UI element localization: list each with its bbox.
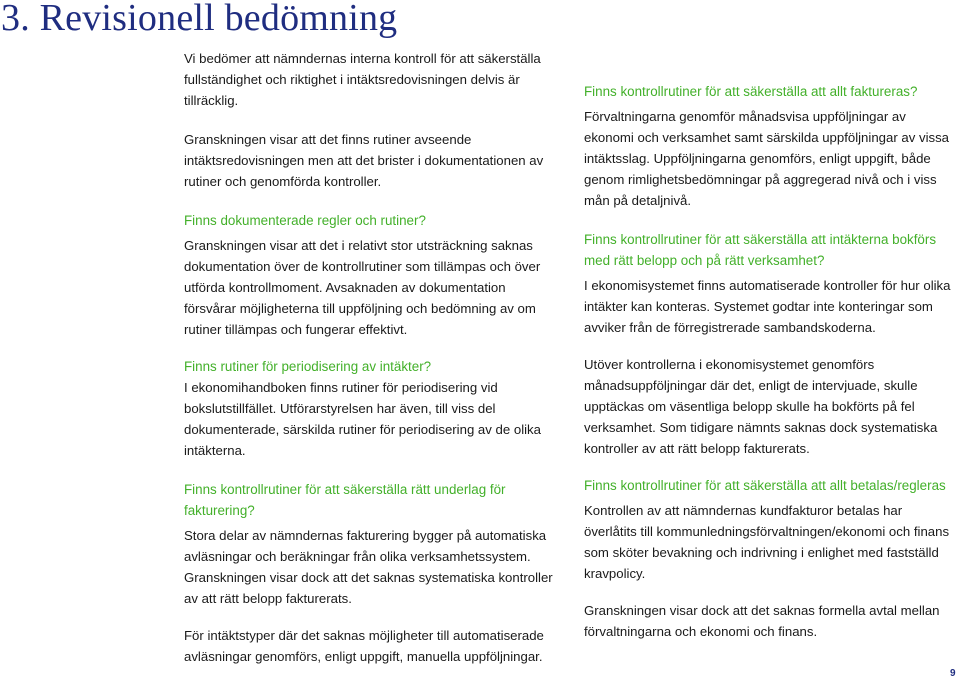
paragraph-formal-agreements: Granskningen visar dock att det saknas formella avtal mellan förvaltningarna och ekonomi och finans. [584, 603, 940, 639]
paragraph-invoicing-basis: Stora delar av nämndernas fakturering bygger på automatiska avläsningar och beräkningar från olika verksamhetssystem. Granskningen visar dock att det saknas systematiska kontroller av att rätt belopp fakturerats. [184, 528, 553, 606]
paragraph-documented-rules: Granskningen visar att det i relativt stor utsträckning saknas dokumentation över de kontrollrutiner som tillämpas och över utförda kontrollmoment. Avsaknaden av dokumentation försvårar möjligheterna till uppföljning och bedömning av om rutiner tillämpas och fungerar effektivt. [184, 238, 541, 337]
page-number: 9 [950, 668, 956, 679]
intro-paragraph: Vi bedömer att nämndernas interna kontroll för att säkerställa fullständighet och riktighet i intäktsredovisningen delvis är tillräcklig. [184, 51, 541, 108]
heading-all-invoiced: Finns kontrollrutiner för att säkerställa att allt faktureras? [584, 84, 918, 99]
paragraph-manual-followup: För intäktstyper där det saknas möjligheter till automatiserade avläsningar genomförs, enligt uppgift, manuella uppföljningar. [184, 628, 544, 664]
heading-periodisation: Finns rutiner för periodisering av intäkter? [184, 359, 432, 374]
heading-documented-rules: Finns dokumenterade regler och rutiner? [184, 213, 426, 228]
page-title: 3. Revisionell bedömning [1, 0, 398, 39]
paragraph-payment-control: Kontrollen av att nämndernas kundfakturor betalas har överlåtits till kommunledningsförvaltningen/ekonomi och finans som sköter bevakning och indrivning i enlighet med fastställd kravpolicy. [584, 503, 950, 581]
right-column [584, 81, 956, 642]
intro-paragraph-2: Granskningen visar att det finns rutiner avseende intäktsredovisningen men att det brister i dokumentationen av rutiner och genomförda kontroller. [184, 132, 544, 189]
heading-correct-amount: Finns kontrollrutiner för att säkerställa att intäkterna bokförs med rätt belopp och på rätt verksamhet? [584, 232, 937, 268]
heading-payment-control: Finns kontrollrutiner för att säkerställa att allt betalas/regleras [584, 478, 946, 493]
paragraph-automated-controls: I ekonomisystemet finns automatiserade kontroller för hur olika intäkter kan konteras. Systemet godtar inte konteringar som avviker från de förregistrerade sambandskoderna. [584, 278, 951, 335]
paragraph-monthly-followup: Utöver kontrollerna i ekonomisystemet genomförs månadsuppföljningar där det, enligt de intervjuade, skulle upptäckas om väsentliga belopp skulle ha bokförts på fel verksamhet. Som tidigare nämnts saknas dock systematiska kontroller av att rätt belopp fakturerats. [584, 357, 938, 456]
paragraph-all-invoiced: Förvaltningarna genomför månadsvisa uppföljningar av ekonomi och verksamhet samt särskilda uppföljningar av vissa intäktsslag. Uppföljningarna genomförs, enligt uppgift, både genom rimlighetsbedömningar på aggregerad nivå och i viss mån på detaljnivå. [584, 109, 950, 208]
left-column [184, 48, 556, 667]
heading-invoicing-basis: Finns kontrollrutiner för att säkerställa rätt underlag för fakturering? [184, 482, 506, 518]
paragraph-periodisation: I ekonomihandboken finns rutiner för periodisering vid bokslutstillfället. Utförarstyrelsen har även, till viss del dokumenterade, särskilda rutiner för periodisering av de olika intäkterna. [184, 380, 541, 458]
